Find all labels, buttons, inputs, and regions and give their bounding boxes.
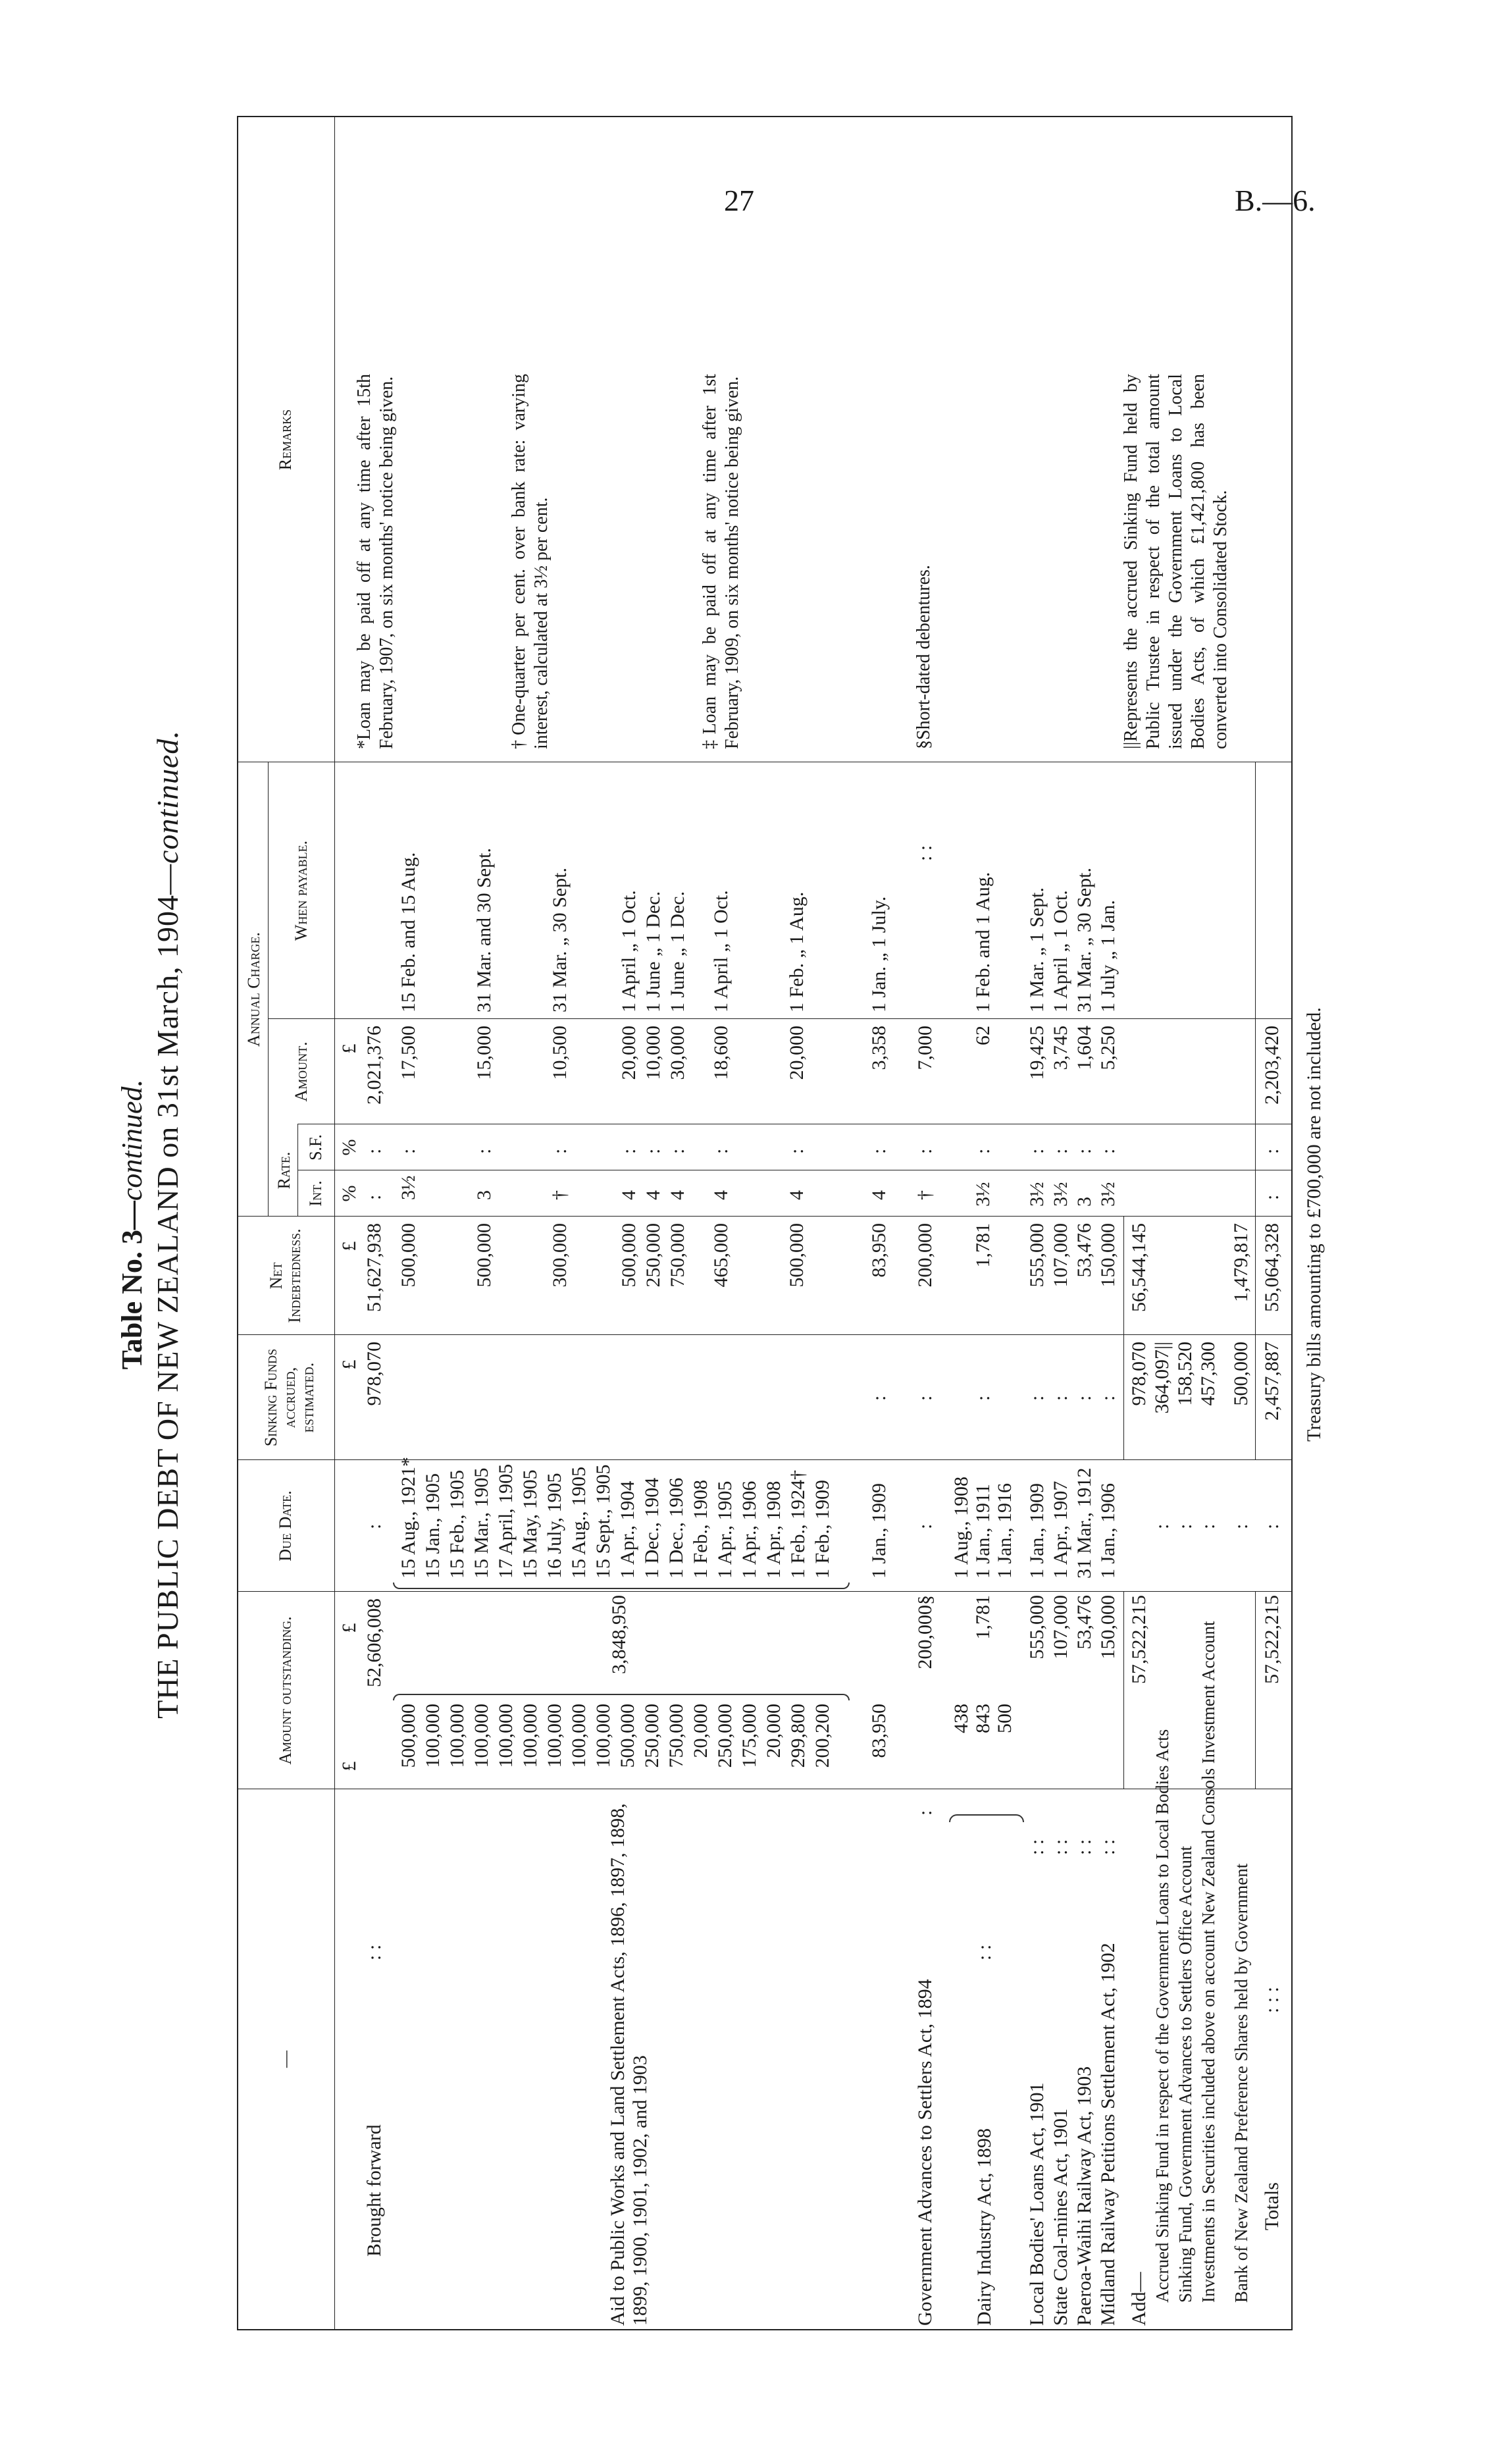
dairy-subtotal: 1,781 [972, 1595, 994, 1640]
govt-adv-amount: 200,000§ [914, 1595, 936, 1669]
total-due: : [1261, 1523, 1283, 1529]
add-item-label: Bank of New Zealand Preference Shares held by Government [1231, 1863, 1251, 2303]
aid-last-annual: 3,358 [868, 1026, 890, 1070]
govt-adv-sf: : [914, 1148, 936, 1154]
aid-group-sf: : [710, 1148, 732, 1154]
rate-sf: : [363, 1148, 385, 1154]
aid-group-int: 3½ [398, 1175, 419, 1200]
aid-amount: 250,000 [714, 1704, 736, 1768]
remark-note-3: ‡Loan may be paid off at any time after 1st February, 1909, on six months' notice being given. [700, 374, 742, 749]
local-act-net: 107,000 [1050, 1223, 1071, 1288]
aid-group-when: 1 April „ 1 Oct. [618, 890, 640, 1012]
dairy-due-1: 1 Aug., 1908 [950, 1476, 972, 1579]
govt-adv-due: : [914, 1523, 936, 1529]
aid-group-sf: : [549, 1148, 571, 1154]
aid-amount: 100,000 [446, 1704, 468, 1768]
aid-group-int: 4 [618, 1190, 640, 1200]
column-divider [238, 1216, 1291, 1217]
aid-group-annual: 10,500 [549, 1026, 571, 1080]
aid-amount: 200,200 [811, 1704, 833, 1768]
local-act-when: 31 Mar. „ 30 Sept. [1073, 868, 1095, 1012]
aid-due-date: 1 Feb., 1909 [811, 1480, 833, 1579]
aid-group-int: 4 [667, 1190, 688, 1200]
govt-adv-sinking: : [914, 1395, 936, 1401]
govt-adv-int: † [914, 1190, 936, 1200]
local-act-due: 1 Jan., 1909 [1026, 1483, 1048, 1579]
local-act-net: 150,000 [1097, 1223, 1119, 1288]
local-act-int: 3 [1073, 1197, 1095, 1207]
amount-outstanding-total: 52,606,008 [363, 1598, 385, 1687]
local-act-when: 1 Mar. „ 1 Sept. [1026, 887, 1048, 1012]
table-number-text: Table No. 3— [116, 1201, 148, 1370]
aid-due-date: 15 Feb., 1905 [446, 1470, 468, 1579]
header-rule [268, 762, 269, 1217]
aid-amount: 100,000 [519, 1704, 541, 1768]
local-act-sf: : [1073, 1148, 1095, 1154]
remark-note-1: *Loan may be paid off at any time after 15th February, 1907, on six months' notice being given. [354, 374, 397, 749]
local-act-net: 53,476 [1073, 1223, 1095, 1278]
sum-rule [1123, 1217, 1124, 1460]
header-rule [297, 1124, 298, 1217]
header-net-indebtedness: Net Indebtedness. [267, 1228, 304, 1323]
local-act-sinking: : [1073, 1395, 1095, 1401]
aid-amount: 750,000 [665, 1704, 687, 1768]
aid-group-net: 300,000 [549, 1223, 571, 1288]
row-label-govt-advances: Government Advances to Settlers Act, 1894 [914, 1979, 936, 2326]
column-divider [268, 1018, 1291, 1019]
aid-last-sf: : [868, 1148, 890, 1154]
aid-amount: 20,000 [690, 1704, 711, 1758]
aid-group-when: 15 Feb. and 15 Aug. [398, 852, 419, 1012]
aid-amount: 299,800 [787, 1704, 809, 1768]
leader-dots: : : [1026, 1839, 1048, 1855]
aid-due-date: 1 Dec., 1906 [665, 1477, 687, 1579]
row-label-local-act: Midland Railway Petitions Settlement Act, 1902 [1097, 1943, 1119, 2326]
aid-amount: 250,000 [641, 1704, 663, 1768]
header-annual-charge: Annual Charge. [244, 931, 263, 1047]
aid-group-when: 1 June „ 1 Dec. [667, 891, 688, 1012]
debt-table [237, 116, 1293, 2330]
aid-due-date: 1 Apr., 1905 [714, 1481, 736, 1579]
aid-group-net: 500,000 [618, 1223, 640, 1288]
bracket [393, 1694, 850, 1700]
local-act-due: 31 Mar., 1912 [1073, 1467, 1095, 1579]
unit-pound: £ [338, 1043, 360, 1054]
unit-percent: % [338, 1185, 360, 1202]
local-act-amount: 107,000 [1050, 1595, 1071, 1660]
unit-percent: % [338, 1139, 360, 1156]
leader-dots: : : [1050, 1839, 1071, 1855]
bracket [393, 1583, 850, 1589]
local-act-int: 3½ [1097, 1182, 1119, 1207]
row-label-totals: Totals [1261, 2182, 1283, 2230]
local-act-amount: 53,476 [1073, 1595, 1095, 1650]
aid-subtotal: 3,848,950 [608, 1595, 630, 1674]
dairy-amount-2: 843 [972, 1704, 994, 1733]
aid-last-net: 83,950 [868, 1223, 890, 1278]
aid-due-date: 1 Apr., 1904 [617, 1481, 638, 1579]
page-number: 27 [724, 184, 754, 217]
aid-last-when: 1 Jan. „ 1 July. [868, 896, 890, 1012]
aid-due-date: 17 April, 1905 [495, 1463, 517, 1579]
aid-group-net: 465,000 [710, 1223, 732, 1288]
aid-due-date: 1 Apr., 1908 [763, 1481, 785, 1579]
aid-amount: 100,000 [592, 1704, 614, 1768]
local-act-due: 1 Jan., 1906 [1097, 1483, 1119, 1579]
aid-group-int: † [549, 1190, 571, 1200]
aid-group-annual: 10,000 [642, 1026, 664, 1080]
unit-pound: £ [338, 1359, 360, 1370]
local-act-sinking: : [1026, 1395, 1048, 1401]
aid-group-annual: 20,000 [786, 1026, 808, 1080]
table-title-suffix: continued. [151, 730, 184, 864]
sinking-funds-value: 978,070 [363, 1342, 385, 1406]
total-rule [1255, 762, 1256, 1460]
aid-group-net: 500,000 [786, 1223, 808, 1288]
dairy-amount-3: 500 [994, 1704, 1016, 1733]
aid-due-date: 16 July, 1905 [544, 1473, 565, 1579]
subtotal-sinking: 978,070 [1128, 1342, 1150, 1406]
annual-amount: 2,021,376 [363, 1026, 385, 1105]
aid-amount: 20,000 [763, 1704, 785, 1758]
rotated-table-page [105, 79, 1369, 2370]
total-net: 55,064,328 [1261, 1223, 1283, 1312]
aid-group-when: 1 Feb. „ 1 Aug. [786, 891, 808, 1012]
column-divider [238, 1334, 1291, 1335]
row-label-local-act: Local Bodies' Loans Act, 1901 [1026, 2082, 1048, 2326]
row-label-brought-forward: Brought forward [363, 2124, 385, 2257]
aid-due-date: 1 Feb., 1924† [787, 1470, 809, 1579]
aid-last-sinking: : [868, 1395, 890, 1401]
aid-due-date: 15 Jan., 1905 [422, 1473, 444, 1579]
aid-due-date: 15 Aug., 1905 [568, 1466, 590, 1579]
header-amount-outstanding: Amount outstanding. [276, 1616, 295, 1765]
net-indebtedness-value: 51,627,938 [363, 1223, 385, 1312]
aid-group-sf: : [667, 1148, 688, 1154]
aid-group-int: 4 [710, 1190, 732, 1200]
aid-amount: 100,000 [422, 1704, 444, 1768]
dairy-amount-1: 438 [950, 1704, 972, 1733]
aid-group-net: 750,000 [667, 1223, 688, 1288]
local-act-sf: : [1097, 1148, 1119, 1154]
dairy-due-2: 1 Jan., 1911 [972, 1484, 994, 1579]
local-act-int: 3½ [1026, 1182, 1048, 1207]
aid-last-amount: 83,950 [868, 1704, 890, 1758]
local-act-sinking: : [1097, 1395, 1119, 1401]
aid-due-date: 1 Feb., 1908 [690, 1480, 711, 1579]
total-amount: 57,522,215 [1261, 1595, 1283, 1684]
row-label-aid-public-works: Aid to Public Works and Land Settlement Acts, 1896, 1897, 1898, 1899, 1900, 1901, 1902, and 1903 [607, 1803, 651, 2326]
aid-group-annual: 20,000 [618, 1026, 640, 1080]
row-label-local-act: State Coal-mines Act, 1901 [1050, 2109, 1071, 2326]
local-act-annual: 1,604 [1073, 1026, 1095, 1070]
leader-dots: : [1151, 1523, 1173, 1529]
leader-dots: : [1174, 1523, 1196, 1529]
leader-dots: : : [973, 1944, 995, 1960]
row-label-dairy-industry: Dairy Industry Act, 1898 [973, 2128, 995, 2326]
local-act-when: 1 July „ 1 Jan. [1097, 900, 1119, 1012]
aid-group-sf: : [473, 1148, 495, 1154]
aid-due-date: 15 Mar., 1905 [471, 1467, 492, 1579]
aid-amount: 100,000 [568, 1704, 590, 1768]
govt-adv-net: 200,000 [914, 1223, 936, 1288]
govt-adv-when: : : [914, 845, 936, 861]
add-item-sinking: 500,000 [1230, 1342, 1252, 1406]
dairy-sf: : [972, 1148, 994, 1154]
sum-rule [1123, 1592, 1124, 1789]
local-act-sf: : [1026, 1148, 1048, 1154]
aid-group-annual: 30,000 [667, 1026, 688, 1080]
document-reference: B.—6. [1235, 184, 1316, 217]
aid-last-int: 4 [868, 1190, 890, 1200]
footnote: Treasury bills amounting to £700,000 are not included. [1303, 1007, 1325, 1442]
header-remarks: Remarks [276, 409, 295, 471]
aid-due-date: 15 May, 1905 [519, 1469, 541, 1579]
local-act-due: 1 Apr., 1907 [1050, 1481, 1071, 1579]
leader-dots: : [914, 1810, 936, 1816]
local-act-sf: : [1050, 1148, 1071, 1154]
local-act-when: 1 April „ 1 Oct. [1050, 890, 1071, 1012]
local-act-int: 3½ [1050, 1182, 1071, 1207]
leader-dots: : [1230, 1523, 1252, 1529]
aid-amount: 100,000 [495, 1704, 517, 1768]
row-label-local-act: Paeroa-Waihi Railway Act, 1903 [1073, 2066, 1095, 2326]
dairy-annual: 62 [972, 1026, 994, 1045]
remark-note-5: ||Represents the accrued Sinking Fund held by Public Trustee in respect of the total amount issued under the Government Loans to Local Bodies Acts, of which £1,421,800 has been converted into Consolidated Stock. [1121, 374, 1231, 749]
aid-group-sf: : [642, 1148, 664, 1154]
leader-dots: : : : [1261, 1986, 1283, 2013]
total-rule [1255, 1592, 1256, 1789]
aid-group-net: 500,000 [398, 1223, 419, 1288]
aid-due-date: 15 Sept., 1905 [592, 1464, 614, 1579]
aid-group-int: 4 [642, 1190, 664, 1200]
dairy-when: 1 Feb. and 1 Aug. [972, 872, 994, 1012]
aid-group-when: 1 April „ 1 Oct. [710, 890, 732, 1012]
table-number-suffix: continued. [116, 1079, 148, 1201]
total-sf: : [1261, 1148, 1283, 1154]
aid-group-when: 31 Mar. and 30 Sept. [473, 848, 495, 1012]
unit-pound: £ [338, 1623, 360, 1633]
add-net-deduction: 1,479,817 [1230, 1223, 1252, 1302]
dairy-net: 1,781 [972, 1223, 994, 1268]
header-amount: Amount. [292, 1041, 311, 1102]
leader-dots: : : [1073, 1839, 1095, 1855]
aid-group-net: 250,000 [642, 1223, 664, 1288]
local-act-net: 555,000 [1026, 1223, 1048, 1288]
due-date: : [363, 1523, 385, 1529]
add-item-sinking: 364,097|| [1151, 1342, 1173, 1414]
govt-adv-annual: 7,000 [914, 1026, 936, 1070]
aid-group-sf: : [786, 1148, 808, 1154]
aid-last-due: 1 Jan., 1909 [868, 1483, 890, 1579]
local-act-annual: 3,745 [1050, 1026, 1071, 1070]
header-description: — [276, 2051, 295, 2068]
total-annual: 2,203,420 [1261, 1026, 1283, 1105]
aid-amount: 100,000 [544, 1704, 565, 1768]
header-sinking-funds: Sinking Funds accrued, estimated. [261, 1348, 317, 1447]
aid-amount: 500,000 [398, 1704, 419, 1768]
add-item-sinking: 158,520 [1174, 1342, 1196, 1406]
add-item-label: Investments in Securities included above on account New Zealand Consols Investment Account [1198, 1621, 1218, 2303]
bracket [949, 1814, 1024, 1822]
unit-pound: £ [338, 1241, 360, 1251]
aid-group-annual: 18,600 [710, 1026, 732, 1080]
header-rate-int: Int. [306, 1180, 325, 1207]
local-act-sinking: : [1050, 1395, 1071, 1401]
remark-note-2: †One-quarter per cent. over bank rate: varying interest, calculated at 3½ per cent. [509, 374, 552, 749]
aid-group-when: 1 June „ 1 Dec. [642, 891, 664, 1012]
aid-amount: 100,000 [471, 1704, 492, 1768]
table-title-text: THE PUBLIC DEBT OF NEW ZEALAND on 31st March, 1904— [151, 864, 184, 1719]
header-when-payable: When payable. [292, 840, 311, 941]
remark-note-4: §Short-dated debentures. [913, 565, 934, 749]
local-act-amount: 555,000 [1026, 1595, 1048, 1660]
header-rate: Rate. [274, 1151, 294, 1190]
leader-dots: : : [1097, 1839, 1119, 1855]
add-label: Add— [1128, 2272, 1150, 2326]
aid-group-annual: 15,000 [473, 1026, 495, 1080]
aid-amount: 175,000 [738, 1704, 760, 1768]
dairy-due-3: 1 Jan., 1916 [994, 1483, 1016, 1579]
rate-int: : [363, 1194, 385, 1200]
leader-dots: : [1197, 1523, 1219, 1529]
aid-group-sf: : [398, 1148, 419, 1154]
subtotal-amount: 57,522,215 [1128, 1595, 1150, 1684]
header-rule [334, 117, 335, 2329]
aid-due-date: 1 Apr., 1906 [738, 1481, 760, 1579]
table-title [150, 79, 185, 2370]
total-int: : [1261, 1194, 1283, 1200]
header-rate-sf: S.F. [306, 1134, 325, 1161]
header-due-date: Due Date. [276, 1490, 295, 1561]
local-act-amount: 150,000 [1097, 1595, 1119, 1660]
aid-group-sf: : [618, 1148, 640, 1154]
leader-dots: : : [363, 1944, 385, 1960]
aid-amount: 500,000 [617, 1704, 638, 1768]
aid-group-annual: 17,500 [398, 1026, 419, 1080]
aid-group-when: 31 Mar. „ 30 Sept. [549, 868, 571, 1012]
aid-group-net: 500,000 [473, 1223, 495, 1288]
dairy-sinking: : [972, 1395, 994, 1401]
table-number [115, 79, 149, 2370]
aid-group-int: 4 [786, 1190, 808, 1200]
dairy-int: 3½ [972, 1182, 994, 1207]
aid-due-date: 1 Dec., 1904 [641, 1477, 663, 1579]
column-divider [238, 1591, 1291, 1592]
aid-due-date: 15 Aug., 1921* [398, 1456, 419, 1579]
subtotal-net: 56,544,145 [1128, 1223, 1150, 1312]
add-item-sinking: 457,300 [1197, 1342, 1219, 1406]
add-item-label: Sinking Fund, Government Advances to Settlers Office Account [1175, 1846, 1195, 2303]
aid-group-int: 3 [473, 1190, 495, 1200]
total-sinking: 2,457,887 [1261, 1342, 1283, 1421]
add-item-label: Accrued Sinking Fund in respect of the Government Loans to Local Bodies Acts [1152, 1729, 1172, 2303]
local-act-annual: 19,425 [1026, 1026, 1048, 1080]
local-act-annual: 5,250 [1097, 1026, 1119, 1070]
unit-pound: £ [338, 1761, 360, 1771]
